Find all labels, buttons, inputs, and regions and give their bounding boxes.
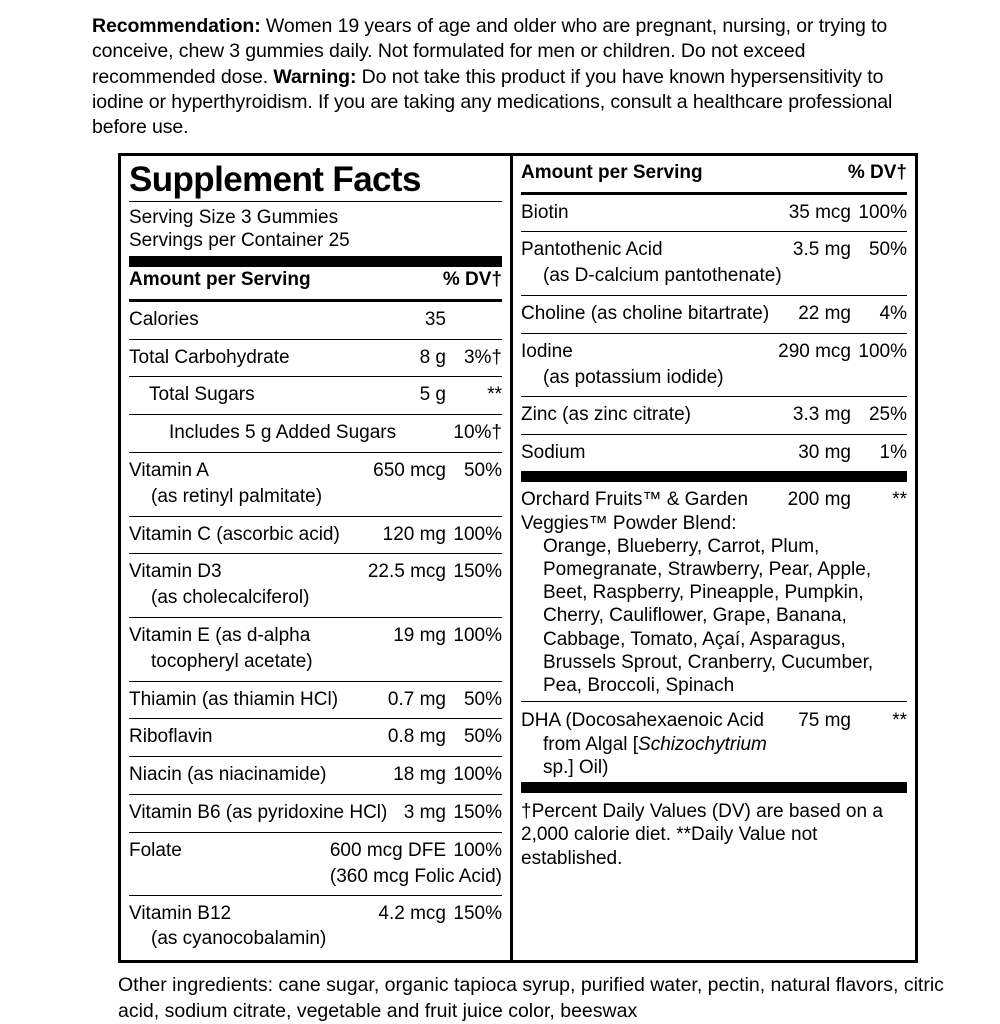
nutrient-dv: 4% (879, 302, 907, 324)
blend-title-line1: Orchard Fruits™ & Garden (521, 488, 749, 510)
servings-per-container: Servings per Container 25 (129, 229, 350, 251)
supplement-facts-panel (118, 153, 918, 963)
nutrient-amount: 290 mcg (778, 340, 851, 362)
nutrient-row (129, 900, 502, 929)
nutrient-amount: 3 mg (403, 802, 446, 824)
nutrient-name: Sodium (521, 442, 586, 464)
nutrient-name: Riboflavin (129, 726, 213, 748)
blend-amount: 200 mg (787, 488, 851, 510)
nutrient-name: Niacin (as niacinamide) (129, 764, 327, 786)
nutrient-dv: 100% (453, 625, 502, 647)
nutrient-amount: 30 mg (798, 442, 851, 464)
nutrient-dv: 50% (463, 726, 502, 748)
nutrient-source: (as potassium iodide) (543, 366, 724, 388)
dha-dv: ** (892, 710, 907, 732)
nutrient-name: Total Carbohydrate (129, 346, 290, 368)
nutrient-source: (as D-calcium pantothenate) (543, 265, 782, 287)
nutrient-amount: 4.2 mcg (378, 902, 446, 924)
nutrient-source: (as cholecalciferol) (151, 587, 310, 609)
nutrient-dv: 100% (858, 340, 907, 362)
blend-title-line2: Veggies™ Powder Blend: (521, 512, 737, 534)
left-header-dv: % DV† (442, 269, 502, 291)
left-header-amount: Amount per Serving (129, 269, 311, 291)
dha-source-line2 (521, 733, 907, 756)
nutrient-amount: 19 mg (393, 625, 446, 647)
nutrient-amount: 22 mg (798, 302, 851, 324)
nutrient-name: Vitamin B12 (129, 902, 232, 924)
blend-row (521, 485, 907, 512)
nutrient-name: Includes 5 g Added Sugars (169, 422, 397, 444)
panel-right-column (510, 153, 918, 963)
right-header-dv: % DV† (847, 161, 907, 183)
nutrient-amount: 650 mcg (373, 460, 446, 482)
nutrient-name: Iodine (521, 340, 573, 362)
left-header-row (129, 267, 502, 295)
nutrient-dv: 100% (858, 201, 907, 223)
nutrient-row (129, 521, 502, 550)
nutrient-name: Vitamin A (129, 460, 209, 482)
recommendation-text: Women 19 years of age and older who are pregnant, nursing, or trying to conceive, chew 3 gummies daily. Not formulated for men or children. Do not exceed recommended dose. (92, 15, 888, 88)
nutrient-amount: 22.5 mcg (367, 561, 446, 583)
nutrient-row (521, 300, 907, 329)
blend-dv: ** (892, 488, 907, 510)
nutrient-source: (360 mcg Folic Acid) (329, 865, 502, 887)
right-header-amount: Amount per Serving (521, 161, 703, 183)
nutrient-dv: 150% (453, 561, 502, 583)
nutrient-name: Thiamin (as thiamin HCl) (129, 688, 339, 710)
dha-source-line3: sp.] Oil) (543, 757, 609, 779)
nutrient-name: Vitamin C (ascorbic acid) (129, 523, 340, 545)
panel-title: Supplement Facts (129, 159, 421, 199)
nutrient-dv: 3%† (463, 346, 502, 368)
nutrient-name: Total Sugars (149, 384, 255, 406)
nutrient-name: Calories (129, 308, 199, 330)
nutrient-amount: 35 mcg (788, 201, 851, 223)
nutrient-row (521, 199, 907, 228)
nutrient-dv: 150% (453, 802, 502, 824)
nutrient-dv: 100% (453, 523, 502, 545)
nutrient-row (129, 344, 502, 373)
nutrient-dv: 100% (453, 764, 502, 786)
nutrient-row (129, 799, 502, 828)
nutrient-source: tocopheryl acetate) (151, 650, 313, 672)
nutrient-dv: 50% (868, 239, 907, 261)
dha-source-prefix: from Algal [ (543, 733, 639, 755)
recommendation-label: Recommendation: (92, 15, 261, 37)
warning-label: Warning: (273, 65, 357, 88)
dha-amount: 75 mg (798, 710, 851, 732)
blend-ingredient-list: Orange, Blueberry, Carrot, Plum, Pomegranate, Strawberry, Pear, Apple, Beet, Raspberry, Pineapple, Pumpkin, Cherry, Cauliflower, Grape, Banana, Cabbage, Tomato, Açaí, Asparagus, Brussels Sprout, Cranberry, Cucumber, Pea, Broccoli, Spinach (543, 535, 874, 696)
nutrient-row (129, 419, 502, 448)
nutrient-row (521, 439, 907, 468)
nutrient-row (129, 686, 502, 715)
panel-left-column (118, 153, 510, 963)
serving-size: Serving Size 3 Gummies (129, 206, 339, 228)
nutrient-row (521, 401, 907, 430)
dha-source-species: Schizochytrium (638, 733, 767, 755)
nutrient-row (129, 837, 502, 866)
nutrient-row (129, 457, 502, 486)
recommendation-paragraph (92, 14, 922, 141)
nutrient-dv: 50% (463, 688, 502, 710)
nutrient-amount: 600 mcg DFE (329, 839, 446, 861)
nutrient-amount: 0.7 mg (387, 688, 446, 710)
nutrient-row (521, 338, 907, 367)
nutrient-name: Folate (129, 839, 182, 861)
nutrient-row (521, 236, 907, 265)
nutrient-dv: 100% (453, 839, 502, 861)
nutrient-amount: 8 g (419, 346, 446, 368)
nutrient-row (129, 622, 502, 651)
nutrient-source: (as cyanocobalamin) (151, 928, 327, 950)
nutrient-name: Biotin (521, 201, 569, 223)
nutrient-dv: 10%† (453, 422, 502, 444)
nutrient-amount: 120 mg (382, 523, 446, 545)
nutrient-amount: 18 mg (393, 764, 446, 786)
nutrient-row (129, 723, 502, 752)
nutrient-name: Zinc (as zinc citrate) (521, 404, 691, 426)
dha-name: DHA (Docosahexaenoic Acid (521, 710, 764, 732)
nutrient-dv: 150% (453, 902, 502, 924)
nutrient-dv: 25% (868, 404, 907, 426)
nutrient-amount: 3.3 mg (792, 404, 851, 426)
nutrient-row (129, 761, 502, 790)
nutrient-source: (as retinyl palmitate) (151, 485, 323, 507)
nutrient-row (129, 306, 502, 335)
nutrient-amount: 5 g (419, 384, 446, 406)
panel-footnote: †Percent Daily Values (DV) are based on a 2,000 calorie diet. **Daily Value not established. (521, 801, 883, 869)
nutrient-dv: 50% (463, 460, 502, 482)
nutrient-amount: 3.5 mg (792, 239, 851, 261)
nutrient-name: Vitamin D3 (129, 561, 222, 583)
nutrient-name: Pantothenic Acid (521, 239, 663, 261)
nutrient-name: Vitamin E (as d-alpha (129, 625, 311, 647)
warning-text: Do not take this product if you have known hypersensitivity to iodine or hyperthyroidism. If you are taking any medications, consult a healthcare professional before use. (92, 65, 893, 139)
right-header-row (521, 160, 907, 188)
nutrient-row (129, 558, 502, 587)
nutrient-amount: 35 (424, 308, 446, 330)
other-ingredients: Other ingredients: cane sugar, organic tapioca syrup, purified water, pectin, natural flavors, citric acid, sodium citrate, vegetable and fruit juice color, beeswax (118, 974, 944, 1022)
nutrient-dv: ** (487, 384, 502, 406)
nutrient-row (129, 381, 502, 410)
nutrient-dv: 1% (879, 442, 907, 464)
nutrient-name: Vitamin B6 (as pyridoxine HCl) (129, 802, 388, 824)
nutrient-amount: 0.8 mg (387, 726, 446, 748)
nutrient-name: Choline (as choline bitartrate) (521, 302, 770, 324)
dha-row (521, 706, 907, 733)
